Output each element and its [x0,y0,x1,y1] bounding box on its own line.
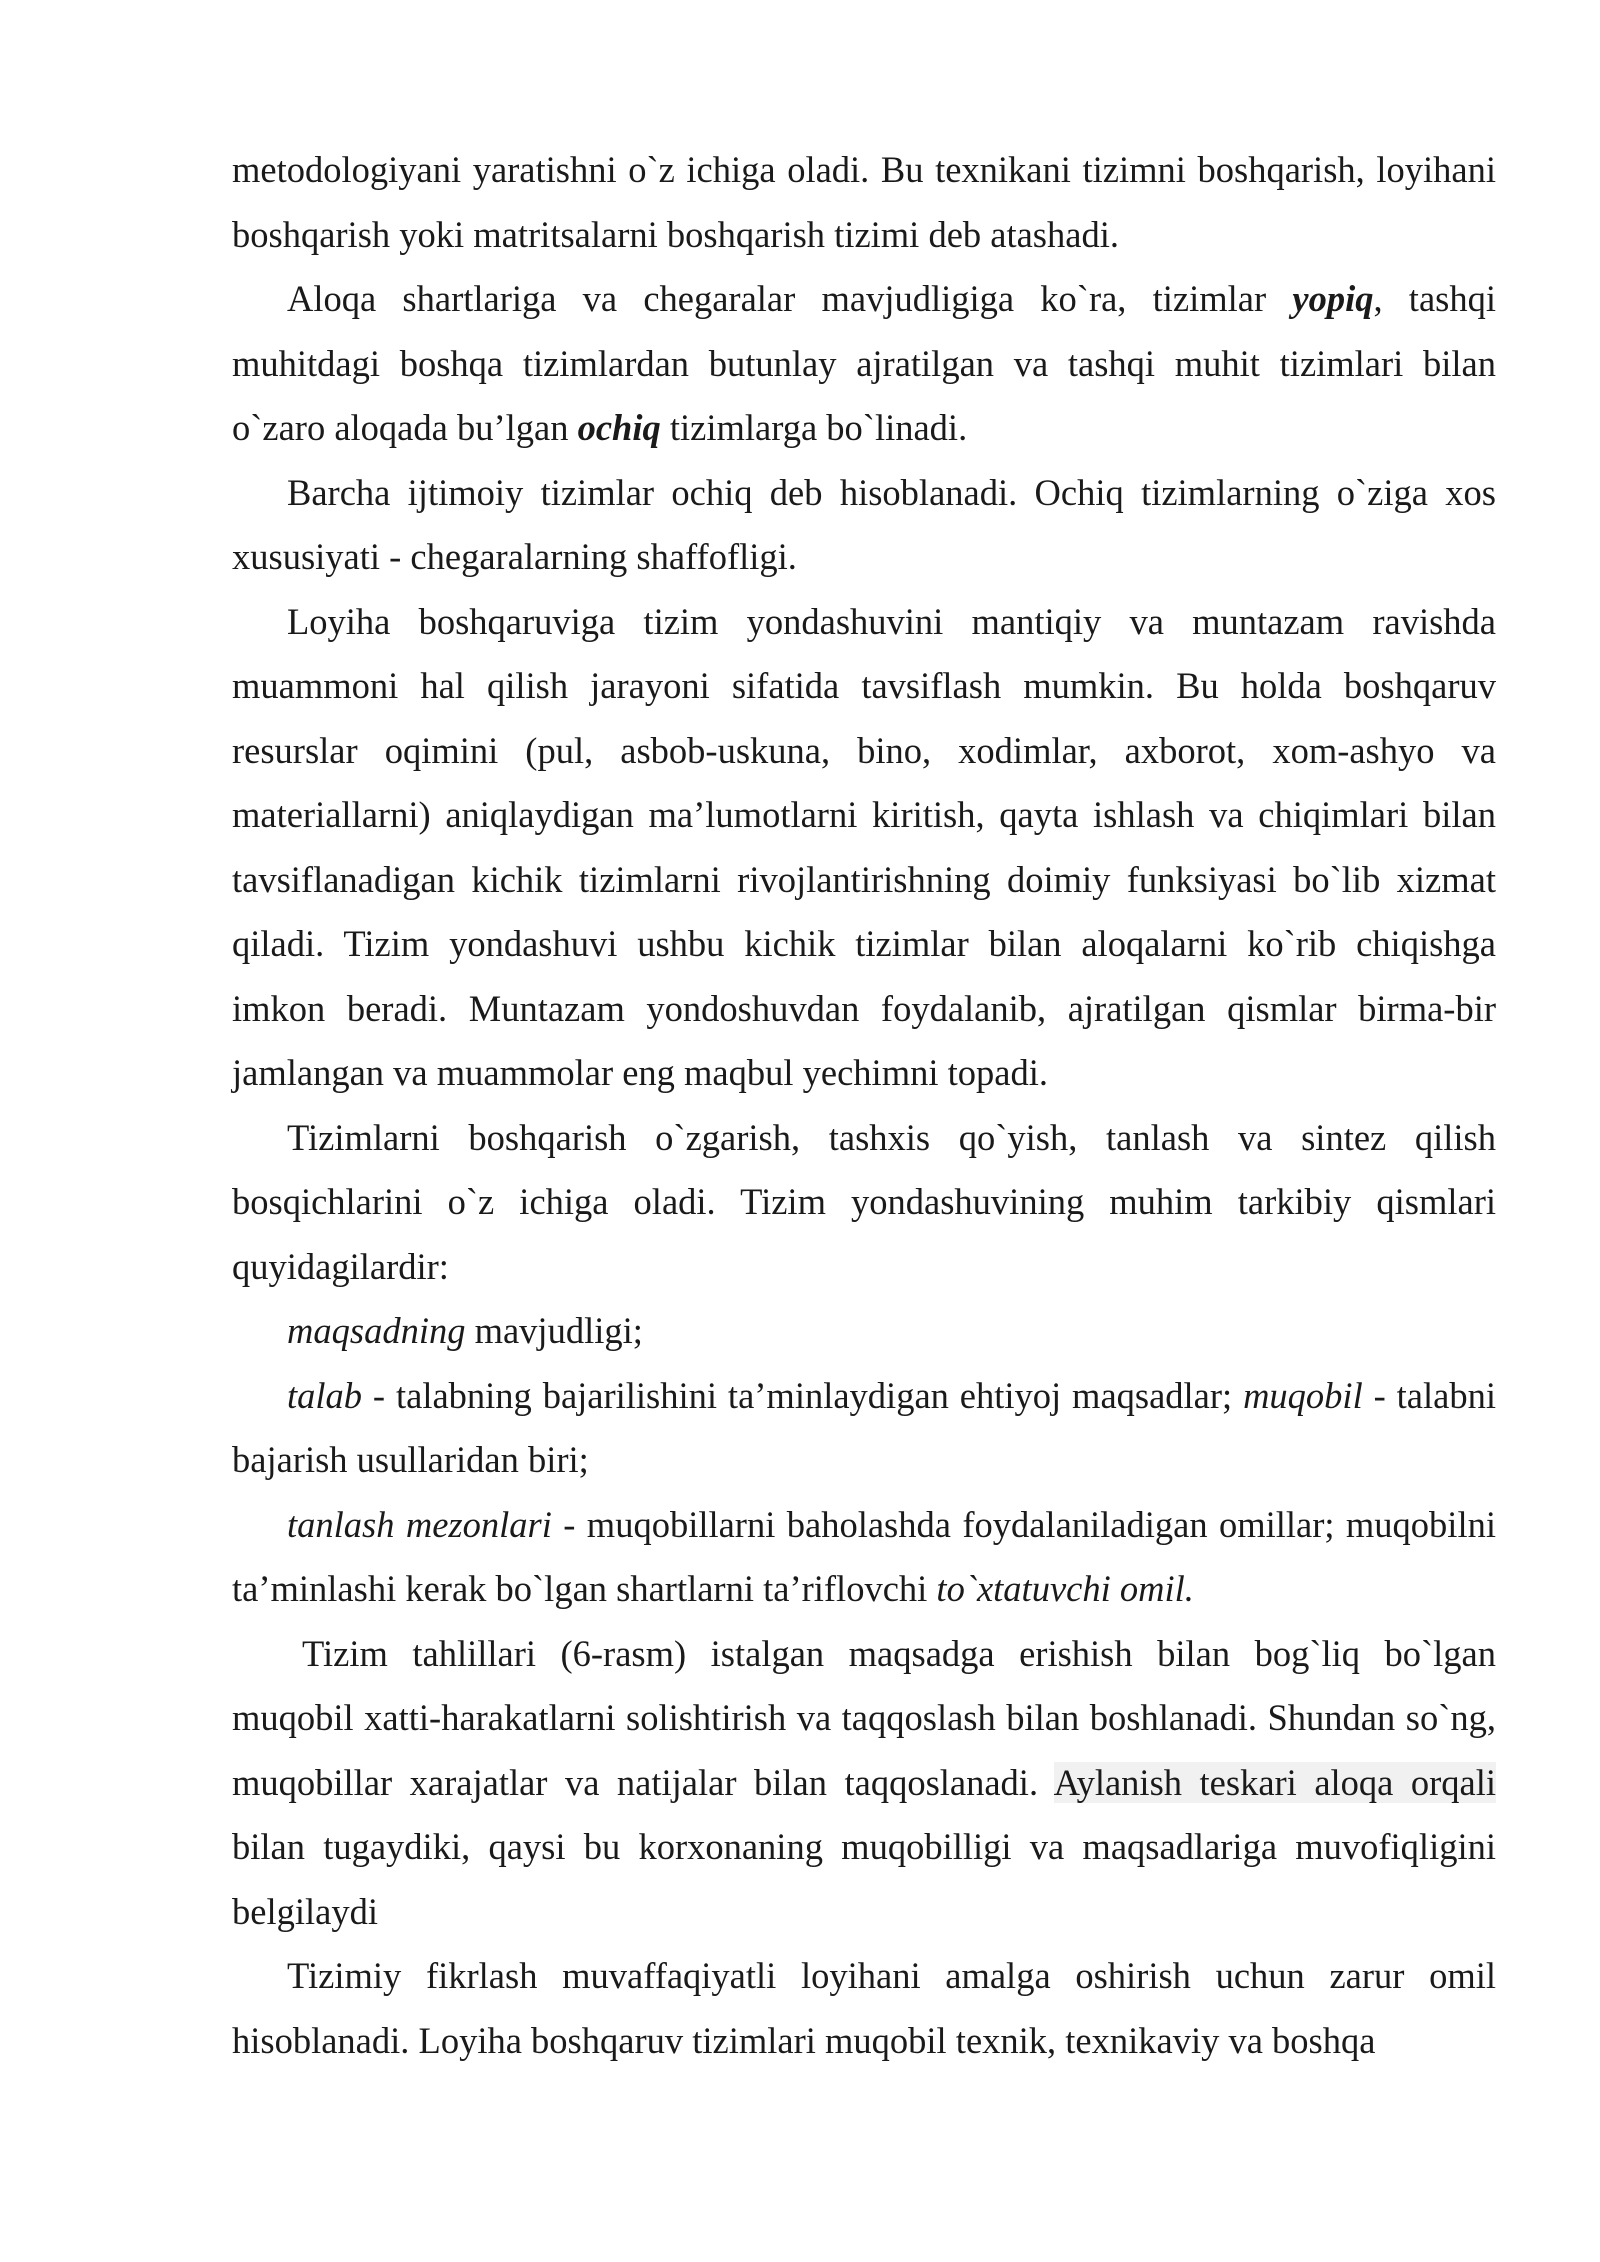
term-talab: talab [287,1374,363,1416]
p9-text-c: bilan tugaydiki, qaysi bu korxonaning muqobilligi va maqsadlariga muvofiqligini belgilaydi [232,1826,1496,1932]
paragraph-5: Tizimlarni boshqarish o`zgarish, tashxis qo`yish, tanlash va sintez qilish bosqichlarini o`z ichiga oladi. Tizim yondashuvining muhim tarkibiy qismlari quyidagilardir: [232,1116,1496,1287]
paragraph-6 [232,1299,1496,1364]
term-muqobil: muqobil [1243,1374,1363,1416]
paragraph-1: metodologiyani yaratishni o`z ichiga oladi. Bu texnikani tizimni boshqarish, loyihani boshqarish yoki matritsalarni boshqarish tizimi deb atashadi. [232,149,1496,255]
p8-text-b: - muqobillarni baholashda foydalaniladigan omillar; muqobilni ta’minlashi kerak bo`lgan shartlarni ta’riflovchi [232,1503,1496,1609]
p2-text-c: , tashqi muhitdagi boshqa tizimlardan butunlay ajratilgan va tashqi muhit tizimlari bilan o`zaro aloqada bu’lgan [232,278,1496,448]
p7-text-b: - talabning bajarilishini ta’minlaydigan ehtiyoj maqsadlar; [362,1374,1244,1416]
highlighted-phrase: Aylanish teskari aloqa orqali [1053,1761,1497,1803]
p9-text-a: Tizim tahlillari (6-rasm) istalgan maqsadga erishish bilan bog`liq bo`lgan muqobil xatti-harakatlarni solishtirish va taqqoslash bilan boshlanadi. Shundan so`ng, muqobillar xarajatlar va natijalar bilan taqqoslanadi. [232,1632,1496,1803]
p2-text-e: tizimlarga bo`linadi. [660,407,968,448]
term-yopiq: yopiq [1292,278,1374,319]
document-page [232,138,1496,2073]
p6-text-b: mavjudligi; [465,1310,643,1351]
term-tanlash-mezonlari: tanlash mezonlari [287,1503,552,1545]
paragraph-9 [232,1622,1496,1945]
term-ochiq: ochiq [577,407,661,448]
paragraph-4: Loyiha boshqaruviga tizim yondashuvini mantiqiy va muntazam ravishda muammoni hal qilish jarayoni sifatida tavsiflash mumkin. Bu holda boshqaruv resurslar oqimini (pul, asbob-uskuna, bino, xodimlar, axborot, xom-ashyo va materiallarni) aniqlaydigan ma’lumotlarni kiritish, qayta ishlash va chiqimlari bilan tavsiflanadigan kichik tizimlarni rivojlantirishning doimiy funksiyasi bo`lib xizmat qiladi. Tizim yondashuvi ushbu kichik tizimlar bilan aloqalarni ko`rib chiqishga imkon beradi. Muntazam yondoshuvdan foydalanib, ajratilgan qismlar birma-bir jamlangan va muammolar eng maqbul yechimni topadi. [232,600,1496,1093]
paragraph-3: Barcha ijtimoiy tizimlar ochiq deb hisoblanadi. Ochiq tizimlarning o`ziga xos xususiyati - chegaralarning shaffofligi. [232,471,1496,577]
paragraph-2 [232,267,1496,461]
p2-text-a: Aloqa shartlariga va chegaralar mavjudligiga ko`ra, tizimlar [287,278,1293,319]
paragraph-10: Tizimiy fikrlash muvaffaqiyatli loyihani amalga oshirish uchun zarur omil hisoblanadi. Loyiha boshqaruv tizimlari muqobil texnik, texnikaviy va boshqa [232,1955,1496,2061]
term-maqsadning: maqsadning [287,1310,466,1351]
term-toxtatuvchi-omil: to`xtatuvchi omil. [936,1568,1194,1609]
p7-text-d: - talabni bajarish usullaridan biri; [232,1374,1496,1480]
paragraph-8 [232,1493,1496,1622]
paragraph-7 [232,1364,1496,1493]
